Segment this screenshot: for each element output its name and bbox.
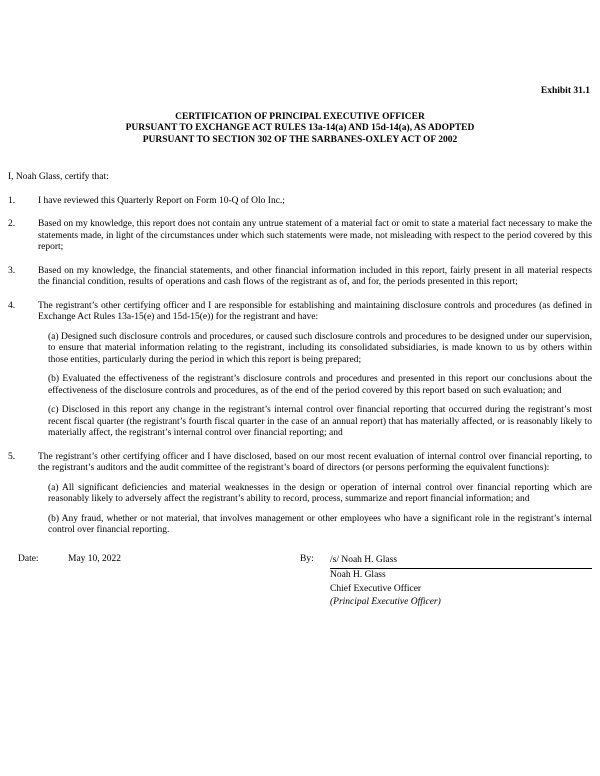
by-label: By:	[300, 553, 314, 564]
list-item-number: 4.	[8, 300, 16, 311]
list-item-3	[8, 266, 592, 289]
list-item-text: Based on my knowledge, this report does not contain any untrue statement of a material fact or omit to state a material fact necessary to make the statements made, in light of the circumstances under which such statements were made, not misleading with respect to the period covered by this report;	[38, 219, 592, 252]
list-item-text: The registrant’s other certifying officer and I have disclosed, based on our most recent evaluation of internal control over financial reporting, to the registrant’s auditors and the audit committee of the registrant’s board of directors (or persons performing the equivalent functions):	[38, 451, 592, 473]
document-title	[8, 112, 592, 147]
list-item-number: 1.	[8, 195, 16, 206]
date-value: May 10, 2022	[68, 553, 122, 564]
certify-intro: I, Noah Glass, certify that:	[8, 172, 109, 182]
signature-column	[330, 554, 592, 610]
signature-block	[8, 554, 592, 610]
list-item-text: I have reviewed this Quarterly Report on Form 10-Q of Olo Inc.;	[38, 195, 285, 206]
sub-item-4c: (c) Disclosed in this report any change in the registrant’s internal control over financial reporting that occurred during the registrant’s most recent fiscal quarter (the registrant’s fourth fiscal quarter in the case of an annual report) that has materially affected, or is reasonably likely to materially affect, the registrant’s internal control over financial reporting; and	[48, 405, 592, 438]
signature-name: /s/ Noah H. Glass	[330, 554, 592, 570]
list-item-1	[8, 196, 592, 208]
list-item-body	[38, 266, 592, 289]
list-item-4	[8, 301, 592, 440]
list-item-2	[8, 219, 592, 254]
signer-printed-name: Noah H. Glass	[330, 570, 386, 580]
list-item-5	[8, 452, 592, 537]
sub-item-4a: (a) Designed such disclosure controls and procedures, or caused such disclosure controls and procedures to be designed under our supervision, to ensure that material information relating to the registrant, including its consolidated subsidiaries, is made known to us by others within those entities, particularly during the period in which this report is being prepared;	[48, 331, 592, 365]
list-item-number: 5.	[8, 451, 16, 462]
list-item-number: 2.	[8, 219, 16, 229]
exhibit-number: Exhibit 31.1	[540, 86, 590, 96]
sub-item-5a: (a) All significant deficiencies and material weaknesses in the design or operation of internal control over financial reporting which are reasonably likely to adversely affect the registrant’s ability to record, process, summarize and report financial information; and	[48, 482, 592, 504]
title-line-1: CERTIFICATION OF PRINCIPAL EXECUTIVE OFFICER	[175, 111, 425, 122]
sub-item-5b: (b) Any fraud, whether or not material, that involves management or other employees who have a significant role in the registrant’s internal control over financial reporting.	[48, 513, 592, 535]
date-label: Date:	[18, 553, 39, 564]
title-line-2: PURSUANT TO EXCHANGE ACT RULES 13a-14(a) AND 15d-14(a), AS ADOPTED	[125, 123, 475, 133]
list-item-text: Based on my knowledge, the financial statements, and other financial information included in this report, fairly present in all material respects the financial condition, results of operations and cash flows of the registrant as of, and for, the periods presented in this report;	[38, 265, 592, 287]
list-item-body	[38, 219, 592, 254]
signer-title: Chief Executive Officer	[330, 583, 422, 594]
list-item-body	[38, 301, 592, 440]
list-item-body	[38, 196, 592, 208]
sub-item-4b: (b) Evaluated the effectiveness of the registrant’s disclosure controls and procedures and presented in this report our conclusions about the effectiveness of the disclosure controls and procedures, as of the end of the period covered by this report based on such evaluation; and	[48, 374, 592, 396]
signer-title-parenthetical: (Principal Executive Officer)	[330, 597, 441, 607]
title-line-3: PURSUANT TO SECTION 302 OF THE SARBANES-OXLEY ACT OF 2002	[142, 134, 458, 145]
list-item-number: 3.	[8, 265, 16, 276]
list-item-text: The registrant’s other certifying officer and I are responsible for establishing and maintaining disclosure controls and procedures (as defined in Exchange Act Rules 13a-15(e) and 15d-15(e)) for the registrant and have:	[38, 300, 592, 322]
list-item-body	[38, 452, 592, 537]
